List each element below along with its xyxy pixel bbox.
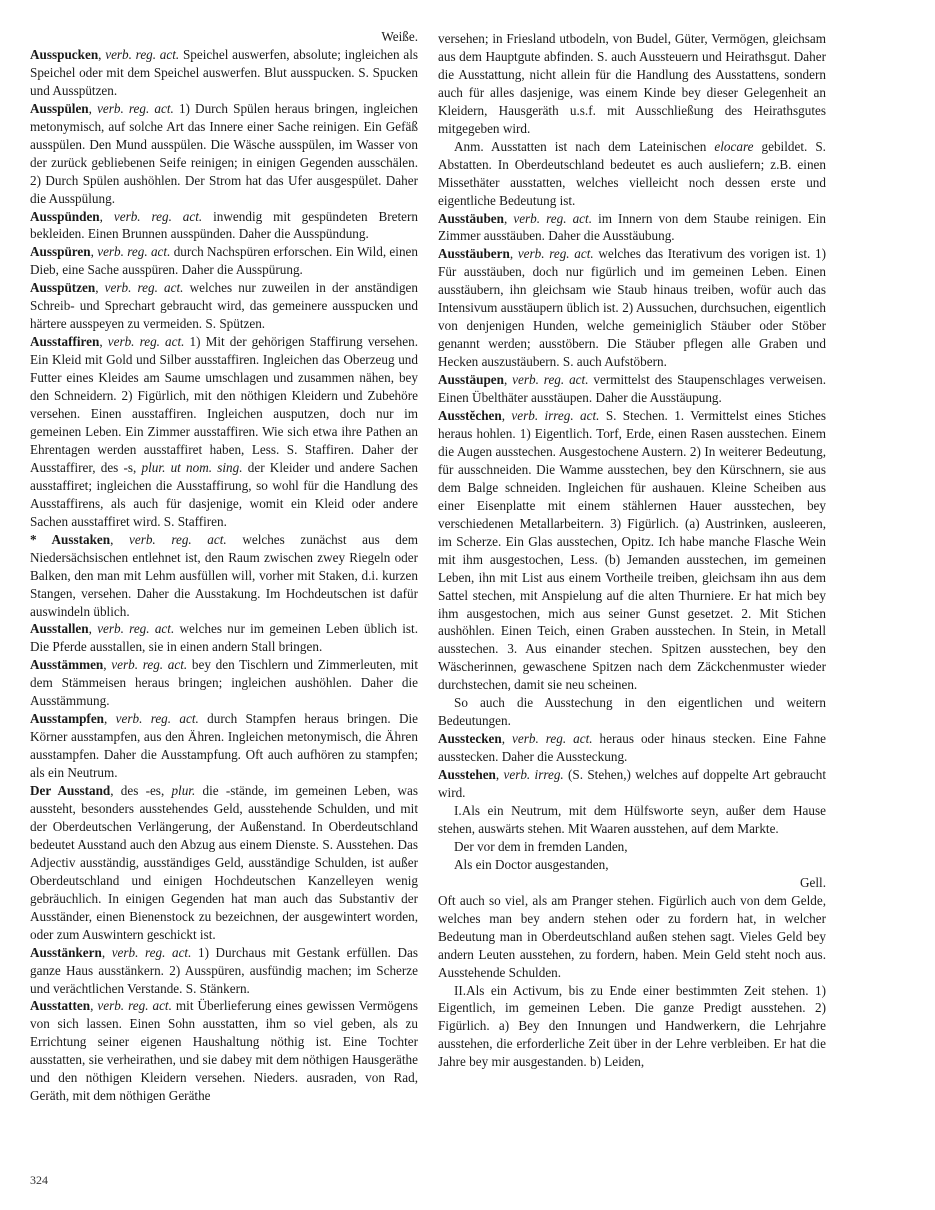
anm-after: gebildet. S. Abstatten. In Oberdeutschland bedeutet es auch ausliefern; z.B. einen Missethäter ausstatten, welches vielleicht noch dessen erste und eigentliche Bedeutung ist. [438, 138, 826, 208]
separator: , [509, 246, 518, 262]
grammar-label: verb. reg. act. [97, 100, 174, 116]
grammar-label: verb. reg. act. [105, 46, 180, 62]
separator: , [88, 621, 98, 637]
separator: , [104, 711, 116, 727]
headword: Ausstäuben [438, 210, 504, 226]
definition-text: vermittelst des Staupenschlages verweisen. Einen Übelthäter ausstäupen. Daher die Ausstäupung. [438, 372, 826, 406]
separator: , [95, 280, 105, 296]
separator: , [103, 657, 112, 673]
dictionary-entry [30, 46, 418, 100]
dictionary-entry [30, 279, 418, 333]
grammar-label: verb. reg. act. [97, 621, 175, 637]
grammar-label: verb. reg. act. [97, 998, 172, 1014]
continuation-text: versehen; in Friesland utbodeln, von Budel, Güter, Vermögen, gleichsam aus dem Hauptgute abfinden. S. auch Aussteuern und Heirathsgut. Daher die Ausstattung, nicht allein für die Handlung des Ausstattens, sondern auch für alles dasjenige, was einem Kinde bey dieser Gelegenheit an Kleidern, Hausgeräth u.s.f. mit Ausschließung des Heirathsgutes mitgegeben wird. [438, 31, 826, 136]
headword: Ausspucken [30, 46, 99, 62]
headword: Ausstaffiren [30, 334, 100, 350]
right-column [438, 30, 826, 1071]
verse-line-1: Der vor dem in fremden Landen, [454, 838, 628, 854]
page-number: 324 [30, 1173, 48, 1187]
definition-text: welches zunächst aus dem Niedersächsischen entlehnet ist, den Raum zwischen zwey Riegeln oder Balken, den man mit Lehm ausfüllen will, vorher mit Staken, d.i. kurzen Stangen, versehen. Daher die Ausstakung. Im Hochdeutschen ist dafür auswindeln üblich. [30, 531, 418, 619]
grammar-label: plur. ut nom. sing. [141, 459, 243, 475]
headword: * Ausstaken [30, 531, 111, 547]
verse-line-2: Als ein Doctor ausgestanden, [454, 856, 609, 872]
headword: Ausstäupen [438, 372, 504, 388]
dictionary-entry [438, 371, 826, 407]
dictionary-entry [30, 243, 418, 279]
definition-text: 1) Durch Spülen heraus bringen, ingleichen metonymisch, auf solche Art das Innere einer Sache reinigen. Ein Gefäß ausspülen. Den Mund ausspülen. Die Wäsche ausspülen, im Wasser von der zurück gebliebenen Seife reinigen; in einigen Gegenden ausschälen. 2) Durch Spülen aushöhlen. Der Strom hat das Ufer ausgespület. Daher die Ausspülung. [30, 100, 419, 206]
dictionary-entry [30, 656, 418, 710]
sense-one: I.Als ein Neutrum, mit dem Hülfsworte seyn, außer dem Hause stehen, auswärts stehen. Mit Waaren ausstehen, auf dem Markte. [438, 802, 826, 836]
headword: Ausstänkern [30, 944, 102, 960]
definition-text: Speichel auswerfen, absolute; ingleichen als Speichel oder mit dem Speichel auswerfen. Blut ausspucken. S. Spucken und Ausspützen. [30, 46, 418, 98]
right-entries-2 [438, 730, 826, 802]
grammar-label: verb. reg. act. [517, 246, 594, 262]
definition-text: durch Nachspüren erforschen. Ein Wild, einen Dieb, eine Sache ausspüren. Daher die Ausspürung. [30, 244, 418, 278]
dictionary-entry [30, 531, 418, 621]
dictionary-entry [30, 100, 418, 208]
definition-text: im Innern von dem Staube reinigen. Ein Zimmer ausstäuben. Daher die Ausstäubung. [438, 210, 826, 244]
grammar-label: verb. reg. act. [129, 531, 227, 547]
anm-before: Anm. Ausstatten ist nach dem Lateinischen [454, 138, 715, 154]
right-entries [438, 210, 826, 695]
definition-text: bey den Tischlern und Zimmerleuten, mit dem Stämmeisen heraus bringen; ingleichen aushöhlen. Daher die Ausstämmung. [30, 657, 419, 709]
separator: , [99, 208, 114, 224]
grammar-label: verb. irreg. [503, 767, 564, 783]
dictionary-entry [438, 766, 826, 802]
definition-text: inwendig mit gespündeten Bretern bekleiden. Einen Brunnen ausspünden. Daher die Ausspündung. [30, 208, 419, 242]
definition-text: heraus oder hinaus stecken. Eine Fahne ausstecken. Daher die Aussteckung. [438, 731, 827, 765]
headword: Ausstehen [438, 767, 496, 783]
grammar-label: verb. irreg. act. [511, 408, 600, 424]
headword: Der Ausstand [30, 783, 111, 799]
separator: , [110, 531, 129, 547]
grammar-label: verb. reg. act. [115, 711, 199, 727]
definition-text: welches nur im gemeinen Leben üblich ist. Die Pferde ausstallen, sie in einen andern Stall bringen. [30, 621, 419, 655]
dictionary-entry [438, 245, 826, 371]
definition-text: der Kleider und andere Sachen ausstaffiret; ingleichen die Ausstaffirung, so wohl für die Handlung des Ausstaffirens, als auch für dasjenige, womit ein Kleid oder andere Sachen ausstaffiret wird. S. Staffiren. [30, 459, 418, 529]
dictionary-entry [30, 620, 418, 656]
definition-text: welches das Iterativum des vorigen ist. 1) Für ausstäuben, doch nur figürlich und im gemeinen Leben. Einen ausstäubern, ihn gleichsam wie Staub hinaus treiben, wofür auch das Intensivum ausstäupern üblich ist. 2) Aussuchen, durchsuchen, eigentlich von denjenigen Hunden, welche gemeiniglich Stäuber oder Stöber genannt werden; ausstöbern. Die Stäuber pflegen alle Graben und Hecken auszustäubern. S. auch Aufstöbern. [438, 246, 826, 370]
definition-text: durch Stampfen heraus bringen. Die Körner ausstampfen, aus den Ähren. Ingleichen metonymisch, die Ähren ausstampfen. Daher die Ausstampfung. Oft auch aufhören zu stampfen; als ein Neutrum. [30, 711, 419, 781]
separator: , des -es, [110, 783, 172, 799]
dictionary-entry [30, 333, 418, 530]
separator: , [90, 244, 98, 260]
definition-text: S. Stechen. 1. Vermittelst eines Stiches heraus hohlen. 1) Eigentlich. Torf, Erde, einen Rasen ausstechen. Einem die Augen ausstechen. Ausgestochene Austern. 2) In weiterer Bedeutung, für ausschneiden. Die Wamme ausstechen, bey den Kürschnern, sie aus dem Balge schneiden. Ingleichen für aushauen. Kleine Scheiben aus einer Eisenplatte mit einem stählernen Hauer ausstechen, bey verschiedenen Metallarbeitern. 3) Figürlich. (a) Austrinken, ausleeren, im Scherze. Ein Glas ausstechen, Opitz. Ich habe manche Flasche Wein mit ihm ausgestochen, Less. (b) Jemanden ausstechen, im gemeinen Leben, ihn mit List aus einem Vortheile treiben, gleichsam ihn aus dem Sattel stechen, mit Anspielung auf die alten Thurniere. Er hat mich bey ihm ausgestochen, mich aus seiner Gunst gesetzet. 2. Mit Stichen aushöhlen. Einen Teich, einen Graben ausstechen. In Stein, in Metall ausstechen. 3. Aus einander stechen. Spitzen ausstechen, bey den Wäscherinnen, gewaschene Spitzen nach dem Zäckchenmuster wieder durchstechen, damit sie neu scheinen. [438, 408, 826, 693]
grammar-label: verb. reg. act. [107, 334, 185, 350]
separator: , [503, 372, 513, 388]
dictionary-entry [438, 730, 826, 766]
separator: , [495, 767, 504, 783]
separator: , [501, 408, 512, 424]
headword: Ausspünden [30, 208, 100, 224]
separator: , [101, 944, 112, 960]
ausstechung-note: So auch die Ausstechung in den eigentlichen und weitern Bedeutungen. [438, 695, 826, 729]
separator: , [501, 731, 513, 747]
separator: , [503, 210, 514, 226]
dictionary-entry [30, 710, 418, 782]
grammar-label: verb. reg. act. [113, 208, 203, 224]
headword: Ausspützen [30, 280, 96, 296]
grammar-label: plur. [171, 783, 196, 799]
after-verse-text: Oft auch so viel, als am Pranger stehen. Figürlich auch von dem Gelde, welches man bey andern stehen oder zu fordern hat, in welcher Bedeutung man in Oberdeutschland außen stehen sagt. Vieles Geld bey andern Leuten ausstehen, zu fordern, haben. Mein Geld steht noch aus. Ausstehende Schulden. [438, 892, 826, 980]
dictionary-entry [438, 210, 826, 246]
headword: Ausstecken [438, 731, 502, 747]
left-entries [30, 46, 418, 1105]
definition-text: 1) Durchaus mit Gestank erfüllen. Das ganze Haus ausstänkern. 2) Ausspüren, ausfündig machen; im Scherze und verächtlichen Verstande. S. Stänkern. [30, 944, 418, 996]
separator: , [88, 100, 98, 116]
separator: , [90, 998, 98, 1014]
definition-text: (S. Stehen,) welches auf doppelte Art gebraucht wird. [438, 767, 826, 801]
verse-source: Gell. [799, 874, 826, 890]
annotation [438, 138, 826, 210]
definition-text: mit Überlieferung eines gewissen Vermögens von sich lassen. Einen Sohn ausstatten, ihm so viel geben, als zu Errichtung seiner eigenen Haushaltung nöthig ist. Eine Tochter ausstatten, sie verheirathen, und sie dabey mit dem nöthigen Hausgeräthe und den nöthigen Kleidern versehen. Nieders. ausraden, von Rad, Geräth, mit dem nöthigen Geräthe [30, 998, 418, 1104]
definition-text: welches nur zuweilen in der anständigen Schreib- und Sprechart gebraucht wird, das gemeinere ausspucken und härtere ausspeyen zu vermeiden. S. Spützen. [30, 280, 418, 332]
dictionary-entry [30, 782, 418, 944]
dictionary-entry [30, 944, 418, 998]
catchword: Weiße. [381, 29, 418, 44]
headword: Ausstatten [30, 998, 91, 1014]
left-column [30, 28, 418, 1105]
grammar-label: verb. reg. act. [111, 944, 192, 960]
grammar-label: verb. reg. act. [513, 210, 592, 226]
headword: Ausstallen [30, 621, 89, 637]
separator: , [99, 334, 108, 350]
sense-two: II.Als ein Activum, bis zu Ende einer bestimmten Zeit stehen. 1) Eigentlich, im gemeinen Leben. Die ganze Predigt ausstehen. 2) Figürlich. a) Bey den Innungen und Handwerkern, die Lehrjahre ausstehen, die erforderliche Zeit über in der Lehre verbleiben. Er hat die Jahre bey mir ausgestanden. b) Leiden, [438, 982, 826, 1070]
headword: Ausspüren [30, 244, 91, 260]
definition-text: 1) Mit der gehörigen Staffirung versehen. Ein Kleid mit Gold und Silber ausstaffiren. Ingleichen das Oberzeug und Futter eines Kleides am Saume umschlagen und zusammen nähen, bey den Schneidern. 2) Figürlich, mit den nöthigen Kleidern und Zubehöre versehen. Einen ausstaffiren. Ingleichen ausputzen, doch nur im gemeinen Leben. Ein Zimmer ausstaffiren. Wie sich etwa ihre Pathen an Ehrentagen werden ausstaffiret haben, Less. S. Staffiren. Daher der Ausstaffirer, des -s, [30, 334, 418, 475]
grammar-label: verb. reg. act. [111, 657, 188, 673]
headword: Ausstampfen [30, 711, 105, 727]
headword: Ausspülen [30, 100, 89, 116]
grammar-label: verb. reg. act. [512, 372, 589, 388]
dictionary-entry [30, 208, 418, 244]
separator: , [98, 46, 106, 62]
dictionary-entry [30, 997, 418, 1105]
headword: Ausstĕchen [438, 408, 502, 424]
grammar-label: verb. reg. act. [97, 244, 171, 260]
dictionary-entry [438, 407, 826, 694]
headword: Ausstäubern [438, 246, 510, 262]
grammar-label: verb. reg. act. [104, 280, 184, 296]
anm-latin: elocare [714, 138, 754, 154]
headword: Ausstämmen [30, 657, 104, 673]
grammar-label: verb. reg. act. [512, 731, 593, 747]
definition-text: die -stände, im gemeinen Leben, was aussteht, besonders ausstehendes Geld, ausstehende Schulden, und mit der Oberdeutschen Verlängerung, der Außenstand. In Oberdeutschland bedeutet Ausstand auch den Abzug aus einem Dienste. S. Ausstehen. Das Adjectiv ausständig, ausständiges Geld, ausständige Schulden, ist außer Oberdeutschland und einigen Hochdeutschen Kanzelleyen wenig gebräuchlich. In einigen Gegenden hat man auch das Substantiv der Ausständer, einen Bienenstock zu bezeichnen, der ausgewintert worden, oder zum Auswintern geschickt ist. [30, 783, 418, 942]
